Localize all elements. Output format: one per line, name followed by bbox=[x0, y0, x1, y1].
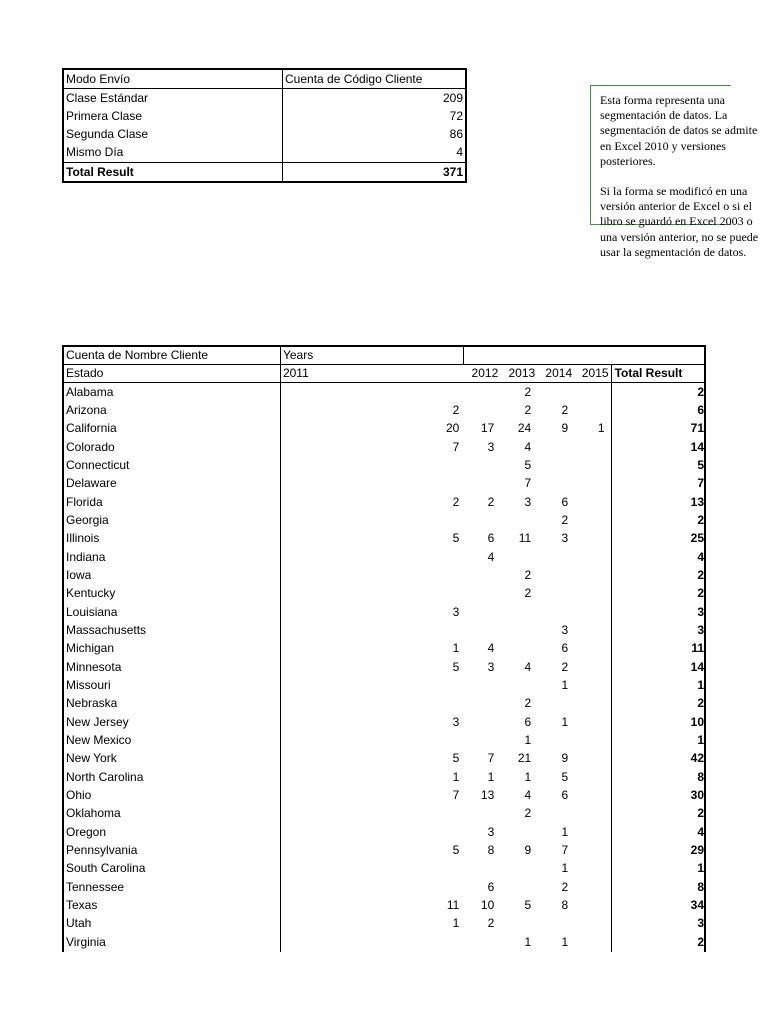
row-total-cell[interactable]: 2 bbox=[611, 805, 705, 823]
year-count-cell[interactable] bbox=[280, 475, 463, 493]
year-count-cell[interactable] bbox=[463, 933, 500, 951]
row-total-cell[interactable]: 3 bbox=[611, 603, 705, 621]
pivot2-year-header[interactable]: 2015 bbox=[574, 365, 611, 383]
year-count-cell[interactable] bbox=[280, 860, 463, 878]
year-count-cell[interactable] bbox=[574, 383, 611, 401]
row-total-cell[interactable]: 29 bbox=[611, 841, 705, 859]
table-row bbox=[63, 401, 705, 419]
pivot1-cell-value[interactable]: 72 bbox=[283, 107, 467, 125]
state-cell[interactable]: Illinois bbox=[66, 531, 100, 546]
year-count-cell[interactable] bbox=[463, 585, 500, 603]
year-count-cell[interactable] bbox=[463, 475, 500, 493]
pivot1-total-label[interactable]: Total Result bbox=[63, 162, 283, 182]
year-count-cell[interactable]: 2 bbox=[561, 659, 569, 674]
year-count-cell[interactable] bbox=[574, 933, 611, 951]
state-cell[interactable]: Pennsylvania bbox=[66, 843, 138, 858]
year-count-cell[interactable]: 5 bbox=[280, 750, 463, 768]
year-count-cell[interactable] bbox=[280, 383, 463, 401]
pivot2-row-field-button[interactable]: Estado bbox=[63, 365, 280, 383]
year-count-cell[interactable]: 1 bbox=[561, 824, 569, 839]
year-count-cell[interactable] bbox=[574, 438, 611, 456]
state-cell[interactable]: Alabama bbox=[66, 384, 114, 399]
year-count-cell[interactable]: 2 bbox=[561, 512, 569, 527]
year-count-cell[interactable]: 4 bbox=[524, 788, 532, 803]
year-count-cell[interactable] bbox=[574, 768, 611, 786]
year-count-cell[interactable]: 1 bbox=[597, 421, 605, 436]
year-count-cell[interactable] bbox=[463, 621, 500, 639]
year-count-cell[interactable] bbox=[280, 676, 463, 694]
pivot2-data-field-label[interactable]: Cuenta de Nombre Cliente bbox=[63, 346, 280, 365]
year-count-cell[interactable] bbox=[537, 456, 574, 474]
state-cell[interactable]: California bbox=[66, 421, 117, 436]
table-row bbox=[63, 915, 705, 933]
shipping-mode-pivot-table bbox=[62, 68, 467, 183]
year-count-cell[interactable]: 9 bbox=[561, 751, 569, 766]
year-count-cell[interactable] bbox=[537, 805, 574, 823]
year-count-cell[interactable] bbox=[574, 731, 611, 749]
year-count-cell[interactable]: 3 bbox=[280, 713, 463, 731]
table-row bbox=[63, 603, 705, 621]
year-count-cell[interactable] bbox=[574, 695, 611, 713]
year-count-cell[interactable] bbox=[280, 585, 463, 603]
row-total-cell[interactable]: 3 bbox=[611, 621, 705, 639]
table-row bbox=[63, 530, 705, 548]
year-count-cell[interactable] bbox=[280, 805, 463, 823]
year-count-cell[interactable]: 7 bbox=[561, 843, 569, 858]
slicer-notice-text bbox=[600, 93, 760, 260]
year-count-cell[interactable]: 2 bbox=[524, 586, 532, 601]
year-count-cell[interactable] bbox=[574, 713, 611, 731]
state-cell[interactable]: Indiana bbox=[66, 549, 106, 564]
year-count-cell[interactable]: 4 bbox=[524, 439, 532, 454]
row-total-cell[interactable]: 2 bbox=[611, 383, 705, 401]
year-count-cell[interactable] bbox=[574, 823, 611, 841]
row-total-cell[interactable]: 2 bbox=[611, 566, 705, 584]
year-count-cell[interactable] bbox=[574, 475, 611, 493]
year-count-cell[interactable]: 20 bbox=[280, 420, 463, 438]
state-cell[interactable]: North Carolina bbox=[66, 769, 144, 784]
year-count-cell[interactable] bbox=[463, 731, 500, 749]
year-count-cell[interactable]: 4 bbox=[487, 549, 495, 564]
pivot1-header-row bbox=[63, 69, 466, 89]
year-count-cell[interactable]: 3 bbox=[487, 439, 495, 454]
table-row bbox=[63, 475, 705, 493]
table-row bbox=[63, 89, 466, 108]
row-total-cell[interactable]: 3 bbox=[611, 915, 705, 933]
row-total-cell[interactable]: 14 bbox=[611, 658, 705, 676]
state-cell[interactable]: Colorado bbox=[66, 439, 115, 454]
pivot1-total-value[interactable]: 371 bbox=[283, 162, 467, 182]
year-count-cell[interactable]: 3 bbox=[280, 603, 463, 621]
pivot2-year-header[interactable]: 2013 bbox=[500, 365, 537, 383]
year-count-cell[interactable] bbox=[500, 621, 537, 639]
year-count-cell[interactable]: 5 bbox=[280, 841, 463, 859]
row-total-cell[interactable]: 6 bbox=[611, 401, 705, 419]
table-row bbox=[63, 860, 705, 878]
table-row bbox=[63, 713, 705, 731]
year-count-cell[interactable]: 1 bbox=[524, 934, 532, 949]
year-count-cell[interactable] bbox=[574, 878, 611, 896]
year-count-cell[interactable] bbox=[574, 493, 611, 511]
year-count-cell[interactable]: 6 bbox=[561, 788, 569, 803]
year-count-cell[interactable]: 4 bbox=[487, 641, 495, 656]
year-count-cell[interactable] bbox=[537, 566, 574, 584]
row-total-cell[interactable]: 2 bbox=[611, 511, 705, 529]
pivot2-column-field-button[interactable]: Years bbox=[280, 346, 463, 365]
year-count-cell[interactable]: 1 bbox=[280, 768, 463, 786]
row-total-cell[interactable]: 2 bbox=[611, 585, 705, 603]
year-count-cell[interactable]: 3 bbox=[561, 622, 569, 637]
state-cell[interactable]: Massachusetts bbox=[66, 622, 147, 637]
year-count-cell[interactable]: 5 bbox=[524, 898, 532, 913]
year-count-cell[interactable]: 1 bbox=[524, 733, 532, 748]
table-row bbox=[63, 731, 705, 749]
state-cell[interactable]: Virginia bbox=[66, 934, 106, 949]
table-row bbox=[63, 750, 705, 768]
year-count-cell[interactable] bbox=[574, 548, 611, 566]
pivot2-title-row bbox=[63, 346, 705, 365]
year-count-cell[interactable]: 5 bbox=[280, 530, 463, 548]
table-row bbox=[63, 878, 705, 896]
table-row bbox=[63, 695, 705, 713]
pivot2-year-header[interactable]: 2011 bbox=[280, 365, 463, 383]
row-total-cell[interactable]: 8 bbox=[611, 768, 705, 786]
year-count-cell[interactable]: 1 bbox=[561, 934, 569, 949]
year-count-cell[interactable] bbox=[463, 456, 500, 474]
row-total-cell[interactable]: 13 bbox=[611, 493, 705, 511]
year-count-cell[interactable] bbox=[500, 878, 537, 896]
slicer-notice[interactable] bbox=[600, 93, 759, 293]
year-count-cell[interactable]: 2 bbox=[487, 916, 495, 931]
year-count-cell[interactable] bbox=[280, 566, 463, 584]
state-cell[interactable]: Kentucky bbox=[66, 586, 116, 601]
year-count-cell[interactable]: 8 bbox=[487, 843, 495, 858]
year-count-cell[interactable] bbox=[537, 603, 574, 621]
row-total-cell[interactable]: 2 bbox=[611, 695, 705, 713]
table-row bbox=[63, 676, 705, 694]
year-count-cell[interactable]: 2 bbox=[487, 494, 495, 509]
year-count-cell[interactable] bbox=[463, 383, 500, 401]
row-total-cell[interactable]: 34 bbox=[611, 896, 705, 914]
row-total-cell[interactable]: 71 bbox=[611, 420, 705, 438]
state-cell[interactable]: Louisiana bbox=[66, 604, 118, 619]
row-total-cell[interactable]: 4 bbox=[611, 548, 705, 566]
year-count-cell[interactable] bbox=[574, 621, 611, 639]
year-count-cell[interactable] bbox=[537, 548, 574, 566]
slicer-notice-paragraph-2: Si la forma se modificó en una versión anterior de Excel o si el libro se guardó en Excel 2003 o una versión anterior, no se puede usar la segmentación de datos. bbox=[600, 184, 759, 259]
year-count-cell[interactable] bbox=[463, 713, 500, 731]
year-count-cell[interactable] bbox=[574, 841, 611, 859]
year-count-cell[interactable]: 7 bbox=[524, 476, 532, 491]
year-count-cell[interactable]: 8 bbox=[561, 898, 569, 913]
year-count-cell[interactable]: 21 bbox=[517, 751, 532, 766]
pivot1-header-count[interactable]: Cuenta de Código Cliente bbox=[283, 69, 467, 89]
row-total-cell[interactable]: 42 bbox=[611, 750, 705, 768]
year-count-cell[interactable] bbox=[500, 603, 537, 621]
year-count-cell[interactable]: 3 bbox=[524, 494, 532, 509]
year-count-cell[interactable] bbox=[574, 566, 611, 584]
year-count-cell[interactable] bbox=[280, 456, 463, 474]
state-cell[interactable]: Georgia bbox=[66, 512, 109, 527]
year-count-cell[interactable] bbox=[537, 731, 574, 749]
pivot2-body bbox=[63, 346, 705, 952]
year-count-cell[interactable] bbox=[463, 566, 500, 584]
year-count-cell[interactable] bbox=[463, 603, 500, 621]
year-count-cell[interactable]: 1 bbox=[280, 640, 463, 658]
table-row bbox=[63, 566, 705, 584]
year-count-cell[interactable] bbox=[537, 915, 574, 933]
table-row bbox=[63, 511, 705, 529]
table-row bbox=[63, 658, 705, 676]
state-cell[interactable]: Iowa bbox=[66, 567, 92, 582]
row-total-cell[interactable]: 1 bbox=[611, 676, 705, 694]
state-cell[interactable]: Minnesota bbox=[66, 659, 122, 674]
table-row bbox=[63, 107, 466, 125]
table-row bbox=[63, 585, 705, 603]
year-count-cell[interactable] bbox=[574, 750, 611, 768]
year-count-cell[interactable]: 2 bbox=[524, 567, 532, 582]
table-row bbox=[63, 896, 705, 914]
year-count-cell[interactable] bbox=[574, 805, 611, 823]
year-count-cell[interactable] bbox=[500, 823, 537, 841]
pivot2-year-header[interactable]: 2014 bbox=[537, 365, 574, 383]
table-row bbox=[63, 144, 466, 163]
state-cell[interactable]: New Jersey bbox=[66, 714, 129, 729]
year-count-cell[interactable] bbox=[500, 548, 537, 566]
year-count-cell[interactable]: 2 bbox=[524, 806, 532, 821]
state-cell[interactable]: Utah bbox=[66, 916, 92, 931]
row-total-cell[interactable]: 30 bbox=[611, 786, 705, 804]
year-count-cell[interactable]: 7 bbox=[487, 751, 495, 766]
year-count-cell[interactable]: 2 bbox=[524, 696, 532, 711]
table-row bbox=[63, 383, 705, 401]
pivot2-year-header[interactable]: 2012 bbox=[463, 365, 500, 383]
state-cell[interactable]: Nebraska bbox=[66, 696, 118, 711]
year-count-cell[interactable] bbox=[500, 511, 537, 529]
year-count-cell[interactable] bbox=[574, 786, 611, 804]
year-count-cell[interactable] bbox=[537, 695, 574, 713]
year-count-cell[interactable] bbox=[280, 695, 463, 713]
year-count-cell[interactable] bbox=[574, 896, 611, 914]
year-count-cell[interactable]: 2 bbox=[524, 402, 532, 417]
row-total-cell[interactable]: 1 bbox=[611, 731, 705, 749]
year-count-cell[interactable]: 9 bbox=[524, 843, 532, 858]
year-count-cell[interactable] bbox=[574, 401, 611, 419]
pivot1-cell-value[interactable]: 4 bbox=[283, 144, 467, 163]
state-cell[interactable]: Arizona bbox=[66, 402, 107, 417]
pivot1-header-mode[interactable]: Modo Envío bbox=[63, 69, 283, 89]
year-count-cell[interactable]: 3 bbox=[487, 659, 495, 674]
year-count-cell[interactable] bbox=[280, 933, 463, 951]
state-cell[interactable]: Connecticut bbox=[66, 457, 130, 472]
state-cell[interactable]: New York bbox=[66, 751, 117, 766]
year-count-cell[interactable]: 2 bbox=[280, 493, 463, 511]
year-count-cell[interactable]: 1 bbox=[561, 861, 569, 876]
row-total-cell[interactable]: 7 bbox=[611, 475, 705, 493]
state-cell[interactable]: Oregon bbox=[66, 824, 107, 839]
table-row bbox=[63, 640, 705, 658]
state-cell[interactable]: Ohio bbox=[66, 788, 92, 803]
year-count-cell[interactable] bbox=[280, 731, 463, 749]
table-row bbox=[63, 438, 705, 456]
year-count-cell[interactable] bbox=[574, 585, 611, 603]
year-count-cell[interactable]: 7 bbox=[280, 786, 463, 804]
year-count-cell[interactable]: 1 bbox=[487, 769, 495, 784]
row-total-cell[interactable]: 10 bbox=[611, 713, 705, 731]
year-count-cell[interactable]: 2 bbox=[280, 401, 463, 419]
row-total-cell[interactable]: 2 bbox=[611, 933, 705, 951]
year-count-cell[interactable] bbox=[463, 860, 500, 878]
state-cell[interactable]: New Mexico bbox=[66, 733, 132, 748]
year-count-cell[interactable]: 6 bbox=[561, 641, 569, 656]
year-count-cell[interactable]: 17 bbox=[480, 421, 495, 436]
pivot1-cell-label[interactable]: Primera Clase bbox=[66, 108, 143, 123]
table-row bbox=[63, 126, 466, 144]
year-count-cell[interactable] bbox=[537, 438, 574, 456]
year-count-cell[interactable] bbox=[463, 401, 500, 419]
year-count-cell[interactable]: 1 bbox=[561, 714, 569, 729]
year-count-cell[interactable] bbox=[463, 511, 500, 529]
year-count-cell[interactable] bbox=[463, 805, 500, 823]
table-row bbox=[63, 841, 705, 859]
year-count-cell[interactable]: 5 bbox=[280, 658, 463, 676]
slicer-notice-paragraph-1: Esta forma representa una segmentación de datos. La segmentación de datos se admite en Excel 2010 y versiones posteriores. bbox=[600, 93, 758, 168]
state-cell[interactable]: Delaware bbox=[66, 476, 117, 491]
year-count-cell[interactable]: 9 bbox=[561, 421, 569, 436]
year-count-cell[interactable] bbox=[500, 915, 537, 933]
table-row bbox=[63, 456, 705, 474]
table-row bbox=[63, 548, 705, 566]
state-cell[interactable]: Florida bbox=[66, 494, 103, 509]
year-count-cell[interactable]: 6 bbox=[487, 879, 495, 894]
year-count-cell[interactable] bbox=[574, 456, 611, 474]
year-count-cell[interactable]: 10 bbox=[480, 898, 495, 913]
customers-by-state-pivot-table bbox=[62, 345, 706, 952]
year-count-cell[interactable]: 6 bbox=[487, 531, 495, 546]
year-count-cell[interactable]: 6 bbox=[561, 494, 569, 509]
table-row bbox=[63, 493, 705, 511]
year-count-cell[interactable] bbox=[574, 676, 611, 694]
year-count-cell[interactable] bbox=[574, 915, 611, 933]
year-count-cell[interactable] bbox=[574, 658, 611, 676]
pivot1-cell-label[interactable]: Clase Estándar bbox=[66, 90, 149, 105]
year-count-cell[interactable] bbox=[463, 695, 500, 713]
table-row bbox=[63, 823, 705, 841]
pivot1-cell-label[interactable]: Segunda Clase bbox=[66, 127, 149, 142]
year-count-cell[interactable] bbox=[280, 823, 463, 841]
pivot1-cell-value[interactable]: 86 bbox=[283, 126, 467, 144]
year-count-cell[interactable]: 5 bbox=[524, 457, 532, 472]
year-count-cell[interactable] bbox=[280, 621, 463, 639]
year-count-cell[interactable] bbox=[574, 603, 611, 621]
pivot2-header-row bbox=[63, 365, 705, 383]
year-count-cell[interactable]: 7 bbox=[280, 438, 463, 456]
pivot2-empty-header bbox=[463, 346, 705, 365]
year-count-cell[interactable]: 2 bbox=[561, 402, 569, 417]
state-cell[interactable]: Missouri bbox=[66, 678, 111, 693]
year-count-cell[interactable] bbox=[280, 878, 463, 896]
year-count-cell[interactable]: 5 bbox=[561, 769, 569, 784]
year-count-cell[interactable]: 2 bbox=[561, 879, 569, 894]
year-count-cell[interactable] bbox=[537, 383, 574, 401]
year-count-cell[interactable]: 6 bbox=[524, 714, 532, 729]
row-total-cell[interactable]: 14 bbox=[611, 438, 705, 456]
year-count-cell[interactable] bbox=[537, 475, 574, 493]
state-cell[interactable]: Texas bbox=[66, 898, 98, 913]
year-count-cell[interactable]: 1 bbox=[280, 915, 463, 933]
table-row bbox=[63, 805, 705, 823]
table-row bbox=[63, 768, 705, 786]
year-count-cell[interactable] bbox=[280, 511, 463, 529]
row-total-cell[interactable]: 25 bbox=[611, 530, 705, 548]
year-count-cell[interactable] bbox=[574, 511, 611, 529]
year-count-cell[interactable] bbox=[500, 640, 537, 658]
table-row bbox=[63, 420, 705, 438]
year-count-cell[interactable]: 11 bbox=[280, 896, 463, 914]
pivot2-total-header[interactable]: Total Result bbox=[611, 365, 705, 383]
year-count-cell[interactable]: 24 bbox=[517, 421, 532, 436]
year-count-cell[interactable]: 3 bbox=[561, 531, 569, 546]
year-count-cell[interactable] bbox=[574, 530, 611, 548]
pivot1-cell-value[interactable]: 209 bbox=[283, 89, 467, 108]
row-total-cell[interactable]: 8 bbox=[611, 878, 705, 896]
table-row bbox=[63, 933, 705, 951]
year-count-cell[interactable]: 1 bbox=[524, 769, 532, 784]
row-total-cell[interactable]: 4 bbox=[611, 823, 705, 841]
year-count-cell[interactable]: 3 bbox=[487, 824, 495, 839]
pivot1-body bbox=[63, 69, 466, 182]
pivot1-cell-label[interactable]: Mismo Día bbox=[66, 145, 124, 160]
year-count-cell[interactable] bbox=[574, 640, 611, 658]
year-count-cell[interactable]: 11 bbox=[518, 531, 532, 546]
year-count-cell[interactable] bbox=[537, 585, 574, 603]
state-cell[interactable]: South Carolina bbox=[66, 861, 146, 876]
year-count-cell[interactable]: 13 bbox=[480, 788, 495, 803]
year-count-cell[interactable] bbox=[280, 548, 463, 566]
row-total-cell[interactable]: 1 bbox=[611, 860, 705, 878]
row-total-cell[interactable]: 5 bbox=[611, 456, 705, 474]
state-cell[interactable]: Oklahoma bbox=[66, 806, 121, 821]
year-count-cell[interactable]: 1 bbox=[561, 678, 569, 693]
state-cell[interactable]: Michigan bbox=[66, 641, 115, 656]
pivot1-total-row bbox=[63, 162, 466, 182]
row-total-cell[interactable]: 11 bbox=[611, 640, 705, 658]
year-count-cell[interactable] bbox=[574, 860, 611, 878]
year-count-cell[interactable] bbox=[463, 676, 500, 694]
year-count-cell[interactable] bbox=[500, 860, 537, 878]
state-cell[interactable]: Tennessee bbox=[66, 879, 125, 894]
table-row bbox=[63, 621, 705, 639]
year-count-cell[interactable] bbox=[500, 676, 537, 694]
year-count-cell[interactable]: 2 bbox=[524, 384, 532, 399]
table-row bbox=[63, 786, 705, 804]
year-count-cell[interactable]: 4 bbox=[524, 659, 532, 674]
